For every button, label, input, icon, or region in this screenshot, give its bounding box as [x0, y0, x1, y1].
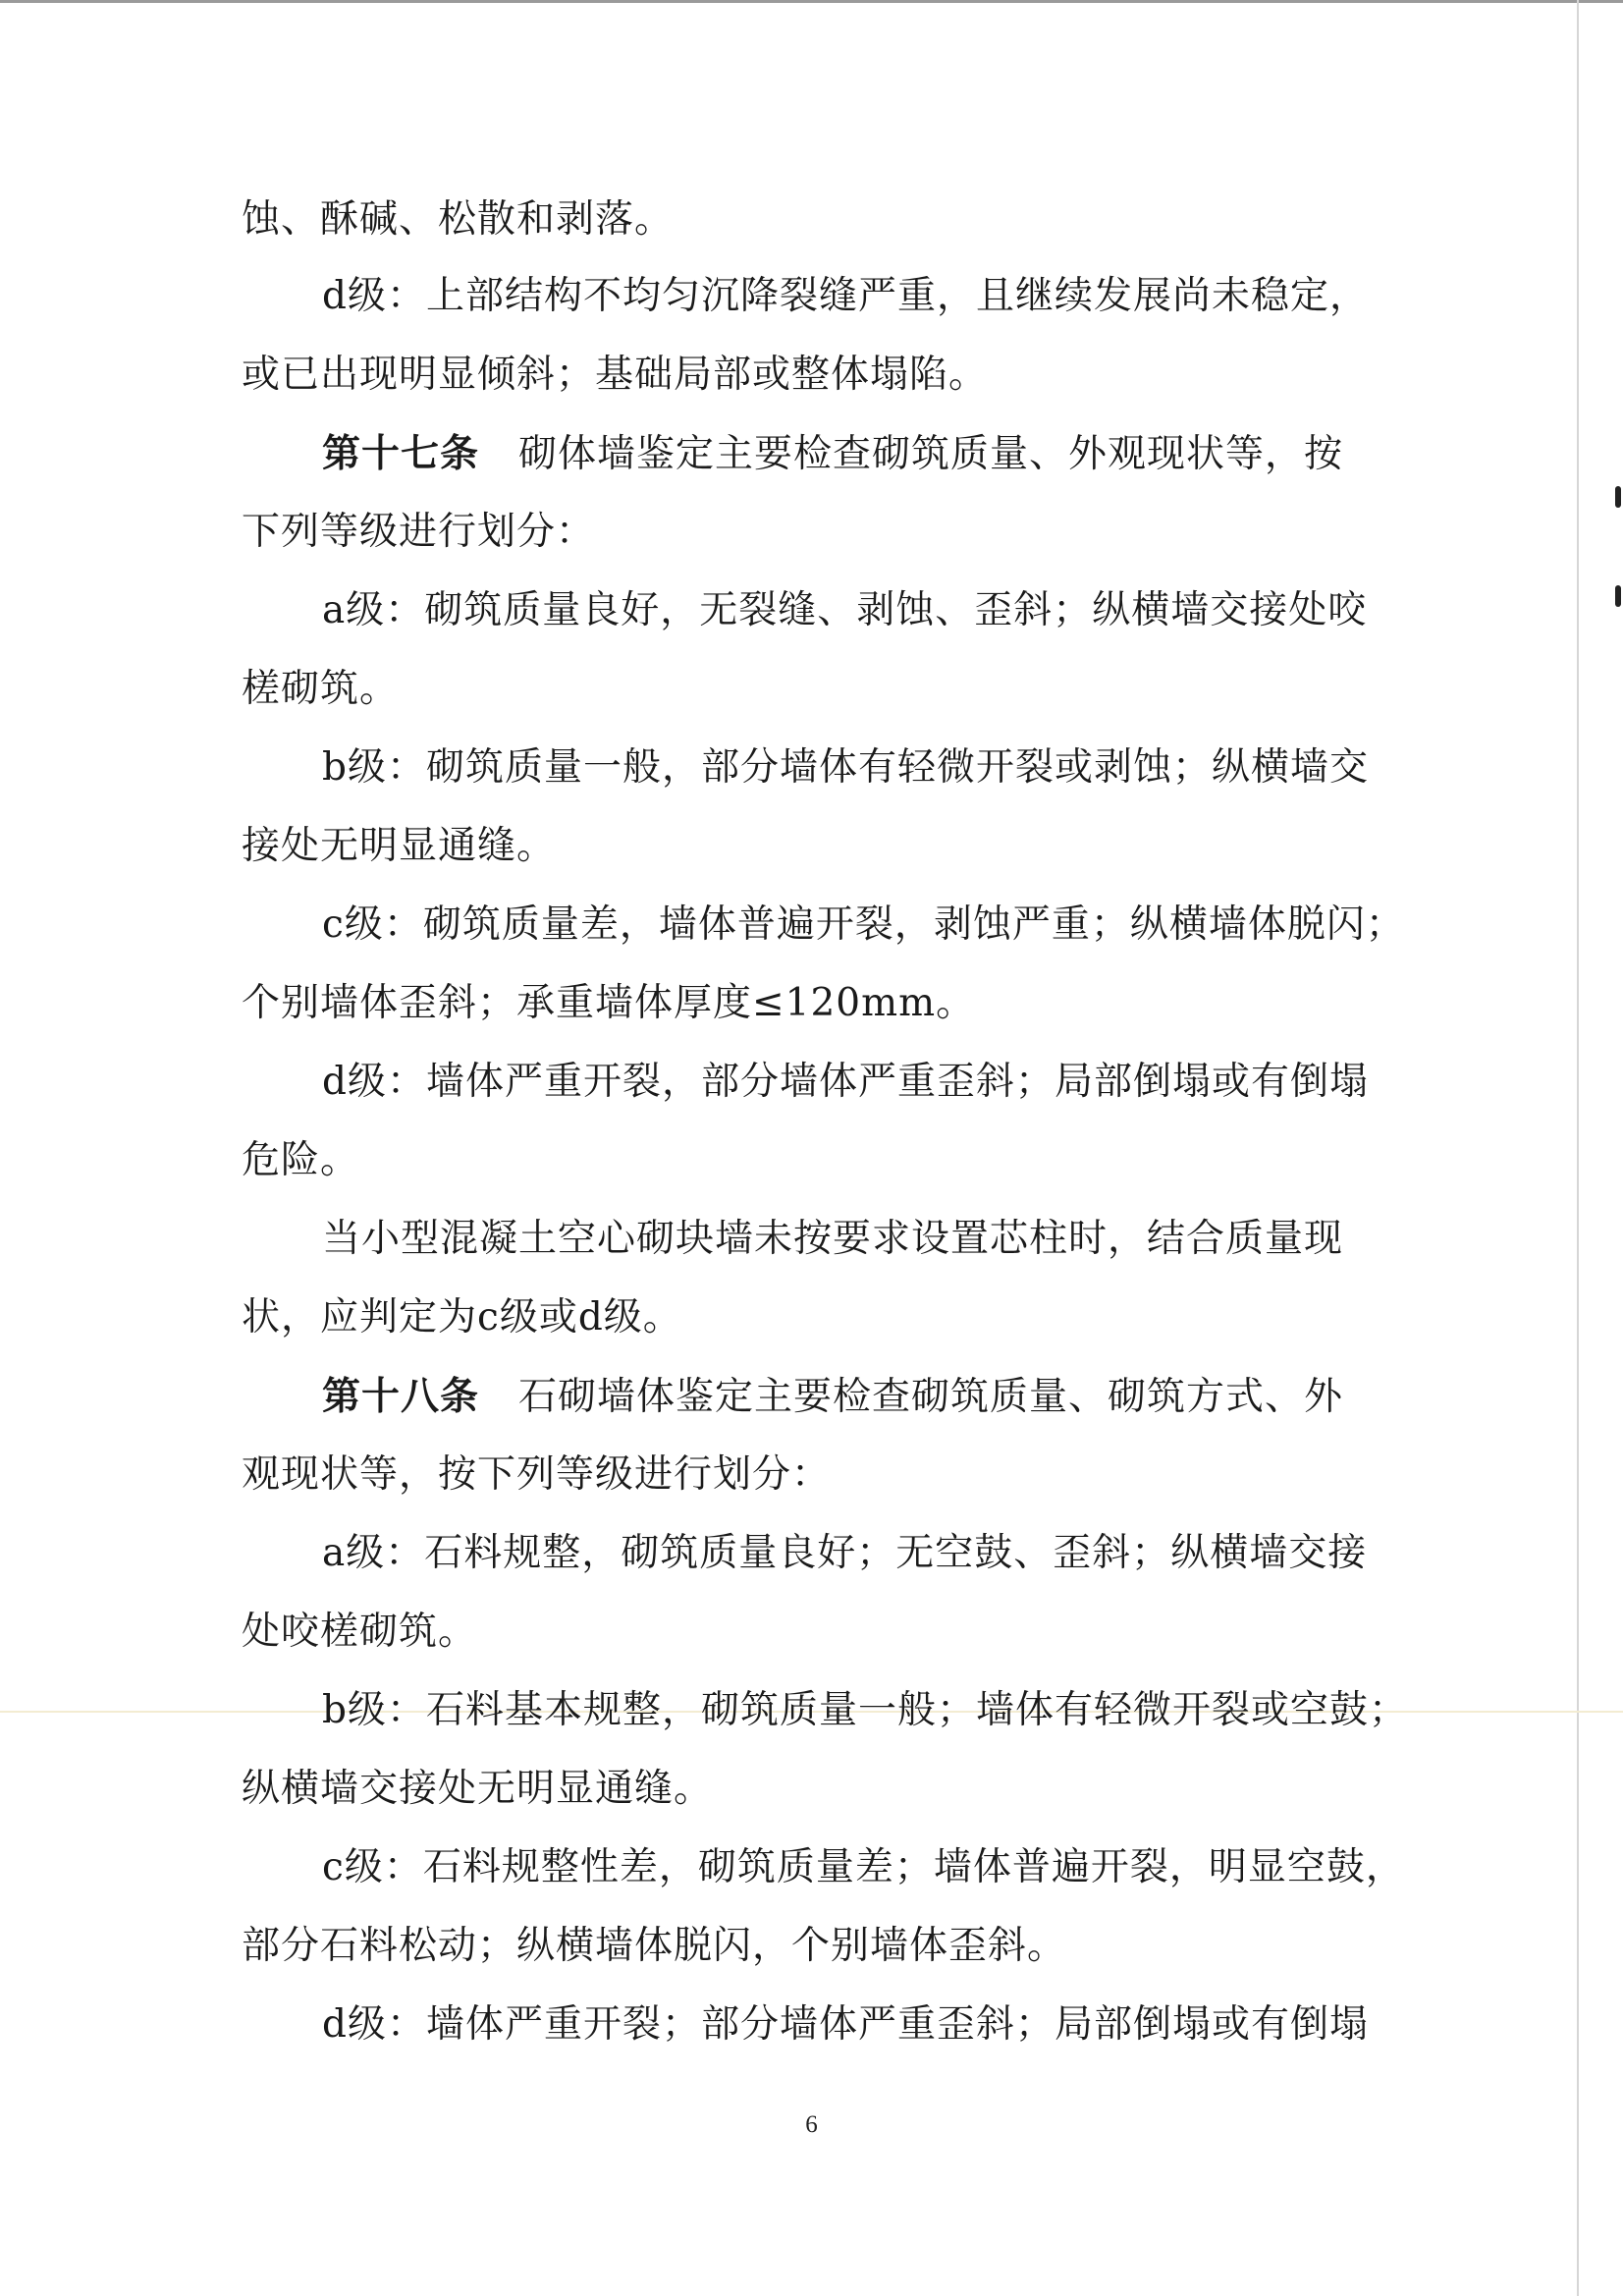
scan-mark — [1615, 585, 1621, 607]
article-number: 第十八条 — [322, 1374, 480, 1419]
text-line: d级：墙体严重开裂，部分墙体严重歪斜；局部倒塌或有倒塌 — [322, 1060, 1369, 1104]
article-17-heading: 第十七条 砌体墙鉴定主要检查砌筑质量、外观现状等，按 — [322, 431, 1344, 476]
text-line: 或已出现明显倾斜；基础局部或整体塌陷。 — [242, 353, 989, 397]
text-line: c级：砌筑质量差，墙体普遍开裂，剥蚀严重；纵横墙体脱闪； — [322, 902, 1405, 947]
right-border — [1577, 0, 1579, 2296]
text-line: 状，应判定为c级或d级。 — [242, 1295, 682, 1339]
text-line: d级：上部结构不均匀沉降裂缝严重，且继续发展尚未稳定， — [322, 274, 1369, 318]
text-line: 下列等级进行划分： — [242, 510, 596, 554]
text-line: 部分石料松动；纵横墙体脱闪，个别墙体歪斜。 — [242, 1924, 1067, 1968]
text-line: b级：石料基本规整，砌筑质量一般；墙体有轻微开裂或空鼓； — [322, 1688, 1408, 1732]
text-line: 接处无明显通缝。 — [242, 824, 557, 868]
text-line: 处咬槎砌筑。 — [242, 1610, 478, 1654]
text-line: c级：石料规整性差，砌筑质量差；墙体普遍开裂，明显空鼓， — [322, 1845, 1405, 1889]
text-line: d级：墙体严重开裂；部分墙体严重歪斜；局部倒塌或有倒塌 — [322, 2002, 1369, 2047]
text-line: a级：砌筑质量良好，无裂缝、剥蚀、歪斜；纵横墙交接处咬 — [322, 588, 1368, 632]
text-line: 危险。 — [242, 1138, 360, 1182]
article-18-heading: 第十八条 石砌墙体鉴定主要检查砌筑质量、砌筑方式、外 — [322, 1374, 1344, 1419]
top-border — [0, 0, 1623, 3]
text-line: 槎砌筑。 — [242, 667, 400, 711]
page-number: 6 — [805, 2111, 818, 2138]
text-line: a级：石料规整，砌筑质量良好；无空鼓、歪斜；纵横墙交接 — [322, 1531, 1368, 1575]
article-number: 第十七条 — [322, 431, 480, 476]
text-line: 个别墙体歪斜；承重墙体厚度≤120mm。 — [242, 981, 976, 1025]
text-line: 观现状等，按下列等级进行划分： — [242, 1452, 832, 1497]
text-line: 纵横墙交接处无明显通缝。 — [242, 1767, 714, 1811]
text-line: 蚀、酥碱、松散和剥落。 — [242, 197, 675, 242]
text-line: 当小型混凝土空心砌块墙未按要求设置芯柱时，结合质量现 — [322, 1217, 1344, 1261]
scan-mark — [1615, 486, 1621, 508]
text-line: b级：砌筑质量一般，部分墙体有轻微开裂或剥蚀；纵横墙交 — [322, 745, 1369, 790]
